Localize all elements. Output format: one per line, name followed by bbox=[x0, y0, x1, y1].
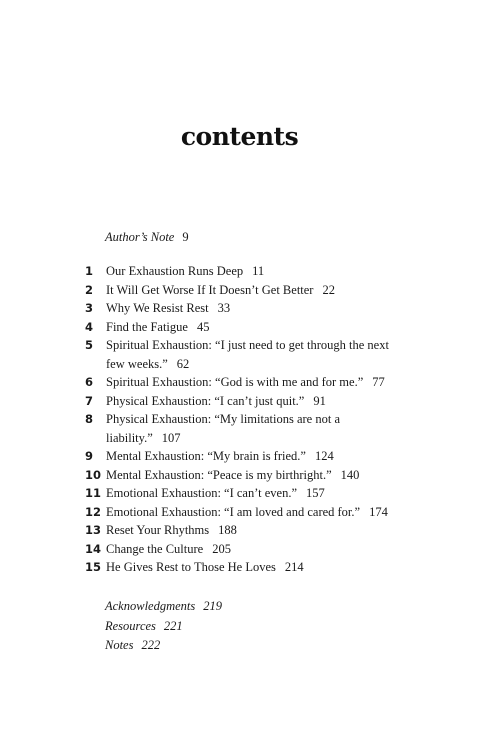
back-matter bbox=[105, 597, 222, 656]
chapter-number: 12 bbox=[85, 504, 102, 519]
chapter-entry-12[interactable] bbox=[85, 503, 405, 522]
chapter-entry-4[interactable] bbox=[85, 318, 405, 337]
chapter-title: Physical Exhaustion: “I can’t just quit.” bbox=[106, 393, 305, 408]
chapter-number: 1 bbox=[85, 264, 94, 278]
entry-page: 221 bbox=[163, 618, 183, 633]
chapter-entry-15[interactable] bbox=[85, 558, 405, 577]
chapter-title: Spiritual Exhaustion: “I just need to get through the next few weeks.” bbox=[106, 338, 389, 371]
chapter-title: Why We Resist Rest bbox=[106, 301, 209, 315]
chapter-number: 8 bbox=[85, 412, 94, 426]
chapter-number: 11 bbox=[85, 486, 102, 500]
chapter-number: 5 bbox=[85, 338, 94, 352]
chapter-number: 9 bbox=[85, 449, 94, 463]
chapter-entry-5[interactable] bbox=[85, 336, 405, 373]
entry-label: Resources bbox=[105, 618, 156, 633]
entry-label: Author’s Note bbox=[105, 230, 175, 244]
entry-label: Notes bbox=[105, 638, 134, 652]
chapter-entry-1[interactable] bbox=[85, 262, 405, 281]
chapter-number: 10 bbox=[85, 467, 102, 482]
front-matter bbox=[105, 229, 189, 246]
chapter-number: 15 bbox=[85, 560, 102, 574]
entry-page: 219 bbox=[203, 599, 223, 613]
back-matter-entry-resources[interactable] bbox=[105, 617, 222, 637]
chapter-title: Physical Exhaustion: “My limitations are not a liability.” bbox=[106, 412, 340, 445]
chapter-page: 188 bbox=[218, 523, 237, 537]
front-matter-entry[interactable] bbox=[105, 229, 189, 246]
chapter-list bbox=[85, 262, 405, 577]
chapter-entry-14[interactable] bbox=[85, 540, 405, 559]
chapter-entry-7[interactable] bbox=[85, 392, 405, 411]
chapter-title: Emotional Exhaustion: “I can’t even.” bbox=[106, 486, 298, 500]
chapter-page: 157 bbox=[306, 486, 325, 500]
chapter-title: Mental Exhaustion: “Peace is my birthright.” bbox=[106, 467, 332, 482]
chapter-number: 13 bbox=[85, 523, 102, 537]
chapter-page: 77 bbox=[372, 375, 385, 389]
chapter-title: Spiritual Exhaustion: “God is with me and for me.” bbox=[106, 375, 364, 389]
entry-label: Acknowledgments bbox=[105, 599, 196, 613]
chapter-title: Change the Culture bbox=[106, 541, 204, 556]
chapter-entry-11[interactable] bbox=[85, 484, 405, 503]
chapter-title: He Gives Rest to Those He Loves bbox=[106, 560, 276, 574]
chapter-page: 91 bbox=[313, 393, 326, 408]
chapter-entry-10[interactable] bbox=[85, 466, 405, 485]
chapter-entry-3[interactable] bbox=[85, 299, 405, 318]
chapter-entry-6[interactable] bbox=[85, 373, 405, 392]
back-matter-entry-notes[interactable] bbox=[105, 636, 222, 656]
chapter-title: Our Exhaustion Runs Deep bbox=[106, 264, 244, 278]
chapter-page: 11 bbox=[252, 264, 265, 278]
chapter-page: 22 bbox=[322, 282, 335, 297]
chapter-number: 4 bbox=[85, 319, 94, 334]
chapter-title: Find the Fatigue bbox=[106, 319, 188, 334]
chapter-page: 174 bbox=[369, 504, 388, 519]
chapter-title: It Will Get Worse If It Doesn’t Get Better bbox=[106, 282, 314, 297]
chapter-page: 140 bbox=[340, 467, 360, 482]
chapter-entry-13[interactable] bbox=[85, 521, 405, 540]
chapter-number: 7 bbox=[85, 393, 94, 408]
chapter-page: 45 bbox=[196, 319, 210, 334]
chapter-title: Emotional Exhaustion: “I am loved and cared for.” bbox=[106, 504, 361, 519]
chapter-number: 3 bbox=[85, 301, 94, 315]
entry-page: 9 bbox=[182, 230, 189, 244]
chapter-page: 62 bbox=[176, 356, 190, 371]
chapter-title: Reset Your Rhythms bbox=[106, 523, 210, 537]
chapter-entry-2[interactable] bbox=[85, 281, 405, 300]
chapter-title: Mental Exhaustion: “My brain is fried.” bbox=[106, 449, 306, 463]
chapter-number: 6 bbox=[85, 375, 94, 389]
chapter-page: 214 bbox=[284, 560, 304, 574]
chapter-entry-8[interactable] bbox=[85, 410, 405, 447]
chapter-entry-9[interactable] bbox=[85, 447, 405, 466]
page-title: contents bbox=[180, 122, 299, 151]
chapter-number: 2 bbox=[85, 282, 94, 297]
chapter-page: 124 bbox=[314, 449, 334, 463]
chapter-page: 107 bbox=[161, 430, 181, 445]
chapter-page: 205 bbox=[212, 541, 231, 556]
entry-page: 222 bbox=[141, 638, 161, 652]
back-matter-entry-acknowledgments[interactable] bbox=[105, 597, 222, 617]
chapter-number: 14 bbox=[85, 541, 102, 556]
chapter-page: 33 bbox=[217, 301, 231, 315]
